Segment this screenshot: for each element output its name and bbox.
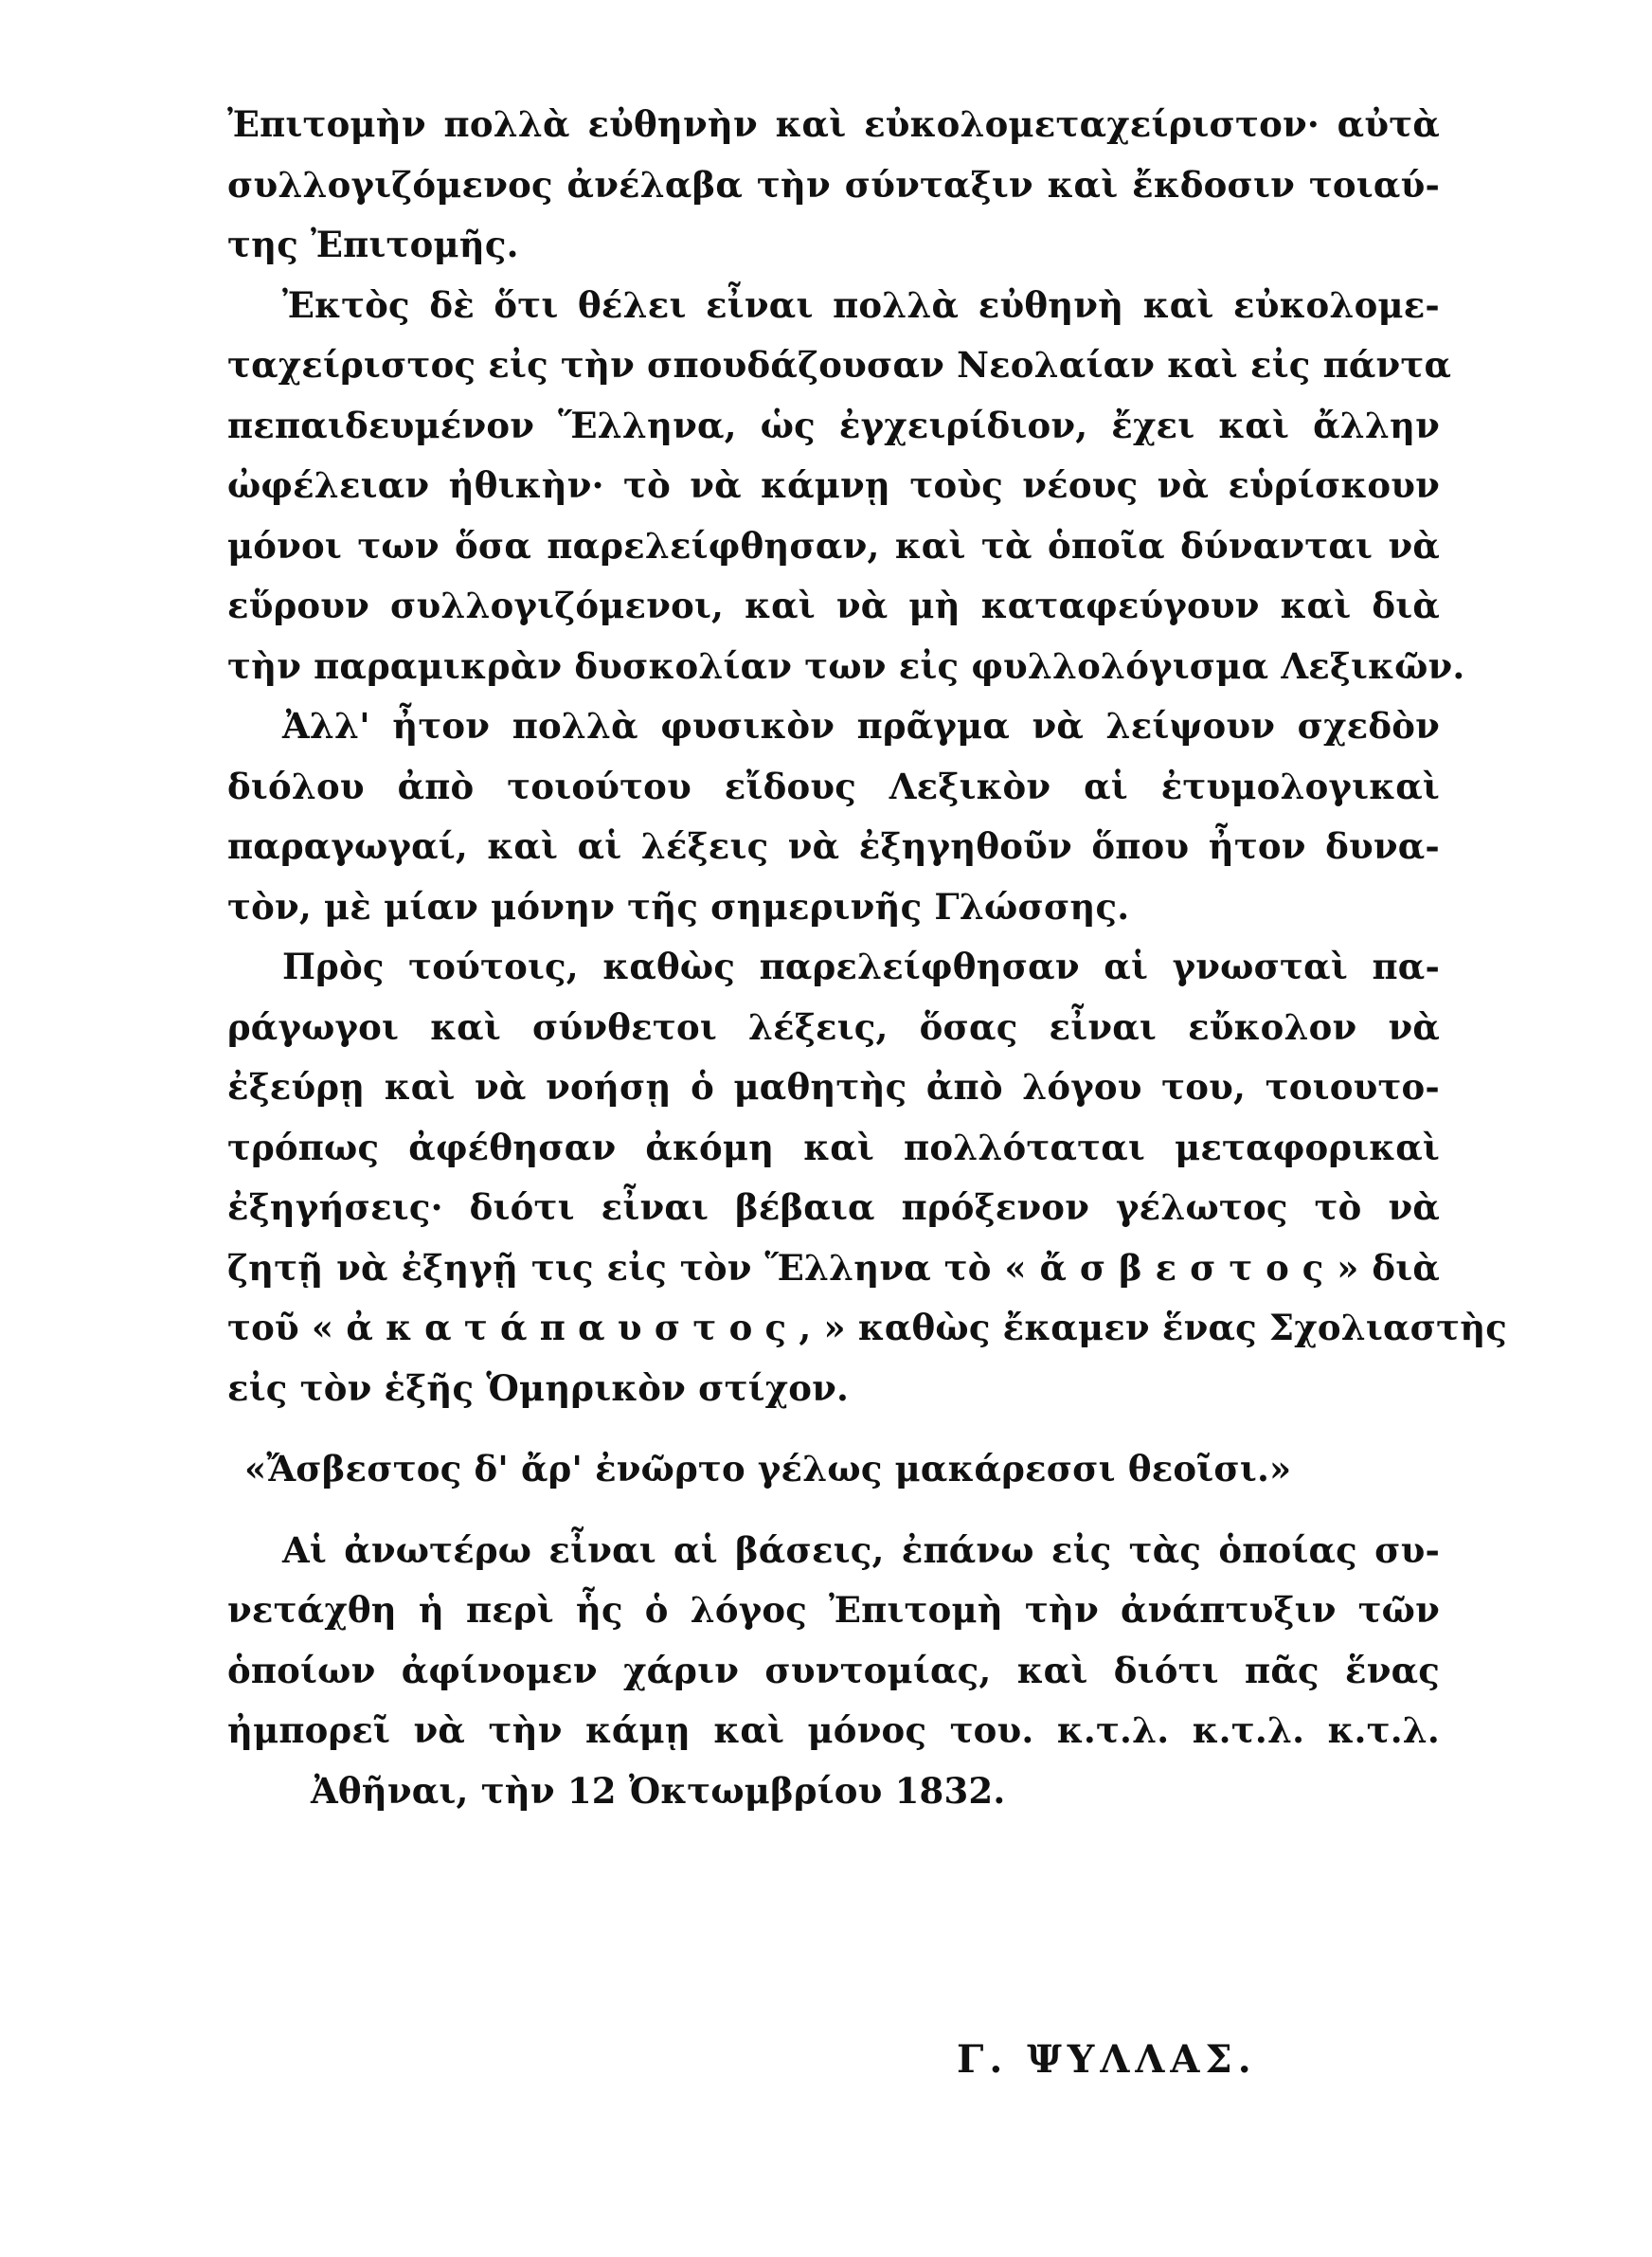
text-line: τὴν παραμικρὰν δυσκολίαν των εἰς φυλλολόγισμα Λεξικῶν. bbox=[227, 644, 1465, 687]
paragraph-start-line: Αἱ ἀνωτέρω εἶναι αἱ βάσεις, ἐπάνω εἰς τὰς ὁποίας συ- bbox=[282, 1528, 1440, 1571]
text-line: της Ἐπιτομῆς. bbox=[227, 224, 519, 265]
text-line: μόνοι των ὅσα παρελείφθησαν, καὶ τὰ ὁποῖα δύνανται νὰ bbox=[227, 524, 1440, 567]
dateline: Ἀθῆναι, τὴν 12 Ὀκτωμβρίου 1832. bbox=[311, 1769, 1006, 1812]
text-line: παραγωγαί, καὶ αἱ λέξεις νὰ ἐξηγηθοῦν ὅπου ἦτον δυνα- bbox=[227, 825, 1440, 867]
text-line: ἐξηγήσεις· διότι εἶναι βέβαια πρόξενον γέλωτος τὸ νὰ bbox=[227, 1186, 1440, 1228]
paragraph-start-line: Ἐκτὸς δὲ ὅτι θέλει εἶναι πολλὰ εὐθηνὴ καὶ εὐκολομε- bbox=[282, 283, 1440, 326]
text-line: τὸν, μὲ μίαν μόνην τῆς σημερινῆς Γλώσσης. bbox=[227, 885, 1130, 928]
text-line: ζητῇ νὰ ἐξηγῇ τις εἰς τὸν Ἕλληνα τὸ « ἄ σ β ε σ τ ο ς » διὰ bbox=[227, 1246, 1440, 1289]
body-text bbox=[227, 95, 1508, 1821]
text-line: ράγωγοι καὶ σύνθετοι λέξεις, ὅσας εἶναι εὔκολον νὰ bbox=[227, 1005, 1440, 1048]
homeric-verse-quote: «Ἄσβεστος δ' ἄρ' ἐνῶρτο γέλως μακάρεσσι θεοῖσι.» bbox=[244, 1448, 1292, 1490]
text-line: ἠμπορεῖ νὰ τὴν κάμῃ καὶ μόνος του. κ.τ.λ. κ.τ.λ. κ.τ.λ. bbox=[227, 1709, 1440, 1751]
text-line: πεπαιδευμένον Ἕλληνα, ὡς ἐγχειρίδιον, ἔχει καὶ ἄλλην bbox=[227, 404, 1440, 446]
text-line: νετάχθη ἡ περὶ ἧς ὁ λόγος Ἐπιτομὴ τὴν ἀνάπτυξιν τῶν bbox=[227, 1589, 1440, 1631]
text-line: τοῦ « ἀ κ α τ ά π α υ σ τ ο ς , » καθὼς ἔκαμεν ἕνας Σχολιαστὴς bbox=[227, 1307, 1508, 1348]
paragraph-start-line: Πρὸς τούτοις, καθὼς παρελείφθησαν αἱ γνωσταὶ πα- bbox=[282, 946, 1440, 987]
text-line: συλλογιζόμενος ἀνέλαβα τὴν σύνταξιν καὶ ἔκδοσιν τοιαύ- bbox=[227, 163, 1440, 206]
text-line: ταχείριστος εἰς τὴν σπουδάζουσαν Νεολαίαν καὶ εἰς πάντα bbox=[227, 344, 1452, 386]
text-line: τρόπως ἀφέθησαν ἀκόμη καὶ πολλόταται μεταφορικαὶ bbox=[227, 1126, 1440, 1168]
text-line: διόλου ἀπὸ τοιούτου εἴδους Λεξικὸν αἱ ἐτυμολογικαὶ bbox=[227, 765, 1440, 807]
text-line: ἐξεύρῃ καὶ νὰ νοήσῃ ὁ μαθητὴς ἀπὸ λόγου του, τοιουτο- bbox=[227, 1066, 1440, 1108]
text-line: εὕρουν συλλογιζόμενοι, καὶ νὰ μὴ καταφεύγουν καὶ διὰ bbox=[227, 585, 1440, 626]
paragraph-start-line: Ἀλλ' ἦτον πολλὰ φυσικὸν πρᾶγμα νὰ λείψουν σχεδὸν bbox=[282, 705, 1440, 747]
text-line: ὠφέλειαν ἠθικὴν· τὸ νὰ κάμνῃ τοὺς νέους νὰ εὑρίσκουν bbox=[227, 464, 1440, 506]
signature: Γ. ΨΥΛΛΑΣ. bbox=[957, 2037, 1257, 2082]
text-line: εἰς τὸν ἑξῆς Ὁμηρικὸν στίχον. bbox=[227, 1366, 850, 1409]
text-line: Ἐπιτομὴν πολλὰ εὐθηνὴν καὶ εὐκολομεταχείριστον· αὐτὰ bbox=[227, 103, 1440, 145]
text-line: ὁποίων ἀφίνομεν χάριν συντομίας, καὶ διότι πᾶς ἕνας bbox=[227, 1649, 1440, 1691]
